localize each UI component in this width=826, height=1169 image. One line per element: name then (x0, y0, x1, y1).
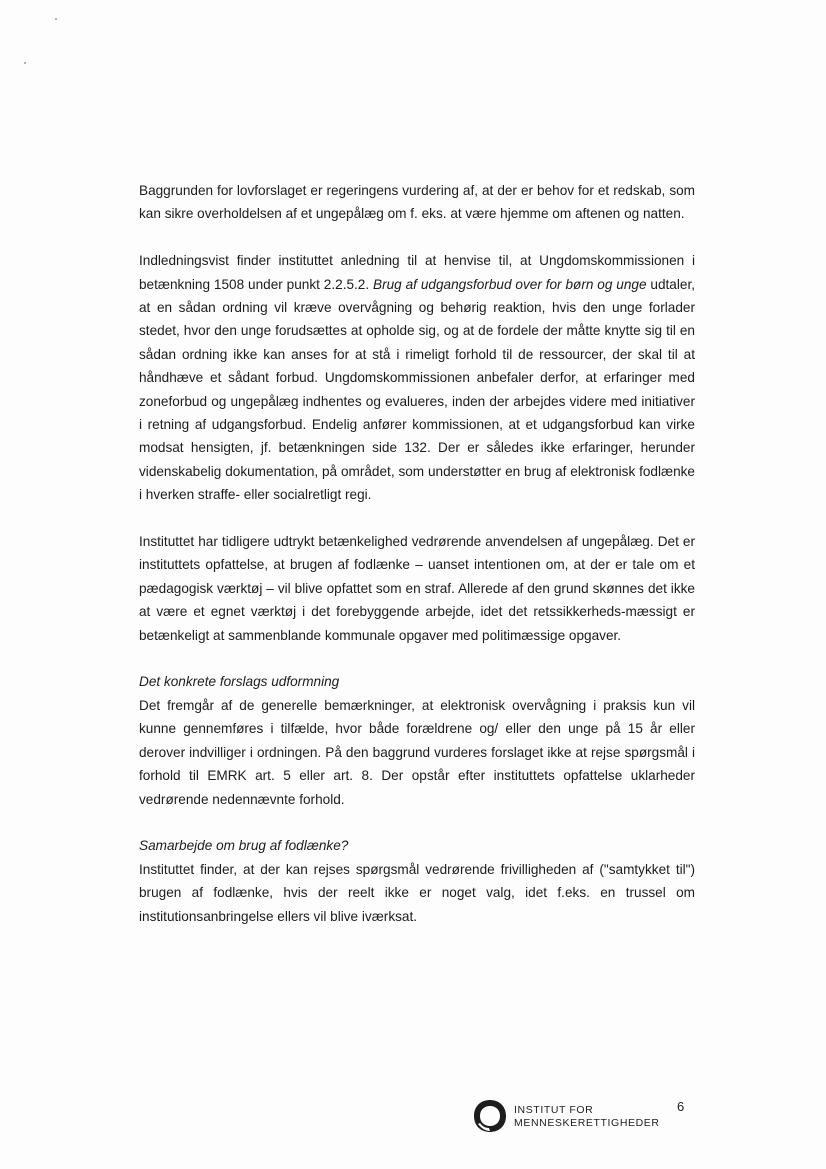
section-heading-samarbejde: Samarbejde om brug af fodlænke? (139, 838, 349, 854)
paragraph-text: Baggrunden for lovforslaget er regeringens vurdering af, at der er behov for et redskab, som kan sikre overholdelsen af et ungepålæg om f. eks. at være hjemme om aftenen og natten. (139, 183, 695, 222)
document-body (139, 179, 695, 951)
section-text-forslag: Det fremgår af de generelle bemærkninger, at elektronisk overvågning i praksis kun vil kunne gennemføres i tilfælde, hvor både forældrene og/ eller den unge på 15 år eller derover indvilliger i ordningen. På den baggrund vurderes forslaget ikke at rejse spørgsmål i forhold til EMRK art. 5 eller art. 8. Der opstår efter instituttets opfattelse uklarheder vedrørende nedennævnte forhold. (139, 697, 695, 807)
logo-line-1: INSTITUT FOR (514, 1104, 594, 1116)
logo-line-2: MENNESKERETTIGHEDER (514, 1117, 660, 1129)
page-number: 6 (677, 1099, 685, 1114)
scan-speck (55, 18, 57, 20)
section-heading-forslag: Det konkrete forslags udformning (139, 674, 340, 690)
report-section-title: Brug af udgangsforbud over for børn og unge (373, 276, 647, 292)
paragraph-text: Instituttet har tidligere udtrykt betænkelighed vedrørende anvendelsen af ungepålæg. Det er instituttets opfattelse, at brugen af fodlænke – uanset intentionen om, at der er tale om et pædagogisk værktøj – vil blive opfattet som en straf. Allerede af den grund skønnes det ikke at være et egnet værktøj i det forebyggende arbejde, idet det retssikkerheds-mæssigt er betænkeligt at sammenblande kommunale opgaver med politimæssige opgaver. (139, 534, 695, 643)
scan-speck (24, 62, 26, 64)
paragraph-concerns (139, 530, 695, 647)
page-footer (472, 1095, 692, 1135)
paragraph-text-end: udtaler, at en sådan ordning vil kræve overvågning og behørig reaktion, hvis den unge forlader stedet, hvor den unge forudsættes at opholde sig, og at de fordele der måtte knytte sig til en sådan ordning ikke kan anses for at stå i rimeligt forhold til de ressourcer, der skal til at håndhæve et sådant forbud. Ungdomskommissionen anbefaler derfor, at erfaringer med zoneforbud og ungepålæg indhentes og evalueres, inden der arbejdes videre med initiativer i retning af udgangsforbud. Endelig anfører kommissionen, at et udgangsforbud kan virke modsat hensigten, jf. betænkningen side 132. Der er således ikke erfaringer, herunder videnskabelig dokumentation, på området, som understøtter en brug af elektronisk fodlænke i hverken straffe- eller socialretligt regi. (139, 276, 695, 503)
logo-wordmark (514, 1104, 660, 1130)
paragraph-text-start: Indledningsvist finder instituttet anledning til at henvise til, at Ungdomskommissionen i betænkning 1508 under punkt 2.2.5.2. (139, 253, 695, 292)
section-text-samarbejde: Instituttet finder, at der kan rejses spørgsmål vedrørende frivilligheden af ("samtykket til") brugen af fodlænke, hvis der reelt ikke er noget valg, idet f.eks. en trussel om institutionsanbringelse ellers vil blive iværksat. (139, 861, 695, 924)
ring-logo-icon (472, 1098, 508, 1134)
paragraph-background (139, 179, 695, 226)
paragraph-ungdomskommissionen (139, 249, 695, 506)
